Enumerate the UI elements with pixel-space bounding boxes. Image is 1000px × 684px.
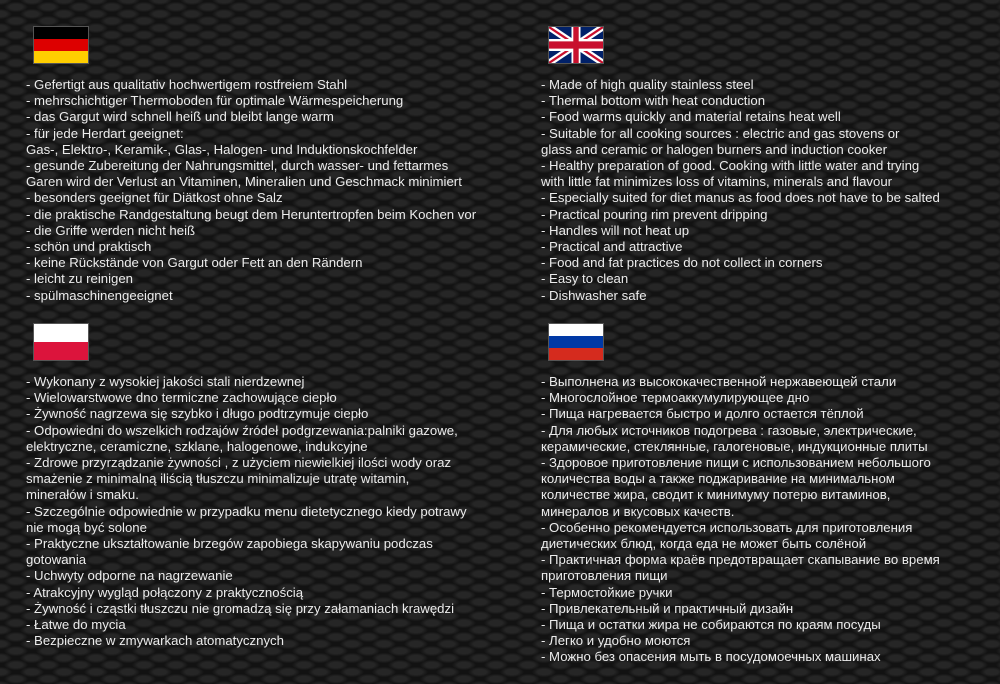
- feature-list-item: - Практичная форма краёв предотвращает скапывание во время: [541, 552, 940, 568]
- feature-list-item: - Dishwasher safe: [541, 287, 647, 303]
- feature-list-item: - Made of high quality stainless steel: [541, 77, 754, 92]
- feature-list-item: - Easy to clean: [541, 271, 629, 287]
- feature-list-item: - Wykonany z wysokiej jakości stali nierdzewnej: [26, 374, 305, 389]
- feature-list-item: - Легко и удобно моются: [541, 633, 691, 649]
- feature-list-item: количества воды а также поджаривание на минимальном: [541, 471, 895, 487]
- feature-list-item: - Wielowarstwowe dno termiczne zachowujące ciepło: [26, 390, 337, 406]
- russian-feature-list: [541, 374, 991, 666]
- feature-list-item: - keine Rückstände von Gargut oder Fett an den Rändern: [26, 255, 363, 271]
- feature-list-item: керамические, стеклянные, галогеновые, индукционные плиты: [541, 438, 928, 454]
- feature-list-item: - besonders geeignet für Diätkost ohne Salz: [26, 190, 283, 206]
- feature-list-item: - Gefertigt aus qualitativ hochwertigem rostfreiem Stahl: [26, 77, 348, 92]
- german-section: [26, 26, 496, 304]
- feature-list-item: - Żywność i cząstki tłuszczu nie gromadzą się przy załamaniach krawędzi: [26, 600, 455, 616]
- feature-list-item: количестве жира, сводит к минимуму потерю витаминов,: [541, 487, 891, 503]
- feature-list-item: - Для любых источников подогрева : газовые, электрические,: [541, 422, 917, 438]
- feature-list-item: - das Gargut wird schnell heiß und bleibt lange warm: [26, 109, 334, 125]
- feature-list-item: glass and ceramic or halogen burners and induction cooker: [541, 141, 888, 157]
- feature-list-item: - Пища нагревается быстро и долго остается тёплой: [541, 406, 864, 422]
- feature-list-item: - Можно без опасения мыть в посудомоечных машинах: [541, 649, 881, 665]
- feature-list-item: elektryczne, ceramiczne, szklane, halogenowe, indukcyjne: [26, 438, 368, 454]
- feature-list-item: Garen wird der Verlust an Vitaminen, Mineralien und Geschmack minimiert: [26, 174, 462, 190]
- feature-list-item: - Especially suited for diet manus as food does not have to be salted: [541, 190, 940, 206]
- feature-list-item: - Atrakcyjny wygląd połączony z praktycznością: [26, 584, 304, 600]
- feature-list-item: - Пища и остатки жира не собираются по краям посуды: [541, 617, 881, 633]
- feature-list-item: - Healthy preparation of good. Cooking with little water and trying: [541, 158, 920, 174]
- english-section: [541, 26, 991, 304]
- feature-list-item: - Food warms quickly and material retains heat well: [541, 109, 841, 125]
- russia-flag-icon: [548, 323, 604, 361]
- feature-list-item: - mehrschichtiger Thermoboden für optimale Wärmespeicherung: [26, 93, 404, 109]
- feature-list-item: минералов и вкусовых качеств.: [541, 503, 735, 519]
- feature-list-item: - Praktyczne ukształtowanie brzegów zapobiega skapywaniu podczas: [26, 536, 433, 552]
- feature-list-item: gotowania: [26, 552, 87, 568]
- feature-list-item: - leicht zu reinigen: [26, 271, 134, 287]
- feature-list-item: - Привлекательный и практичный дизайн: [541, 600, 794, 616]
- feature-list-item: with little fat minimizes loss of vitamins, minerals and flavour: [541, 174, 893, 190]
- feature-list-item: - die praktische Randgestaltung beugt dem Heruntertropfen beim Kochen vor: [26, 206, 477, 222]
- feature-list-item: minerałów i smaku.: [26, 487, 139, 503]
- polish-feature-list: [26, 374, 506, 649]
- english-feature-list: [541, 77, 991, 304]
- feature-list-item: Gas-, Elektro-, Keramik-, Glas-, Halogen- und Induktionskochfelder: [26, 141, 418, 157]
- feature-list-item: - für jede Herdart geeignet:: [26, 125, 184, 141]
- german-feature-list: [26, 77, 496, 304]
- united-kingdom-flag-icon: [548, 26, 604, 64]
- feature-list-item: - Practical pouring rim prevent dripping: [541, 206, 768, 222]
- feature-list-item: - spülmaschinengeeignet: [26, 287, 173, 303]
- feature-list-item: nie mogą być solone: [26, 519, 147, 535]
- poland-flag-icon: [33, 323, 89, 361]
- polish-section: [26, 323, 506, 649]
- feature-list-item: - Practical and attractive: [541, 239, 683, 255]
- feature-list-item: диетических блюд, когда еда не может быть солёной: [541, 536, 867, 552]
- feature-list-item: - die Griffe werden nicht heiß: [26, 222, 196, 238]
- feature-list-item: - Выполнена из высококачественной нержавеющей стали: [541, 374, 897, 389]
- feature-list-item: - Многослойное термоаккумулирующее дно: [541, 390, 810, 406]
- germany-flag-icon: [33, 26, 89, 64]
- feature-list-item: - Термостойкие ручки: [541, 584, 673, 600]
- feature-list-item: - Здоровое приготовление пищи с использованием небольшого: [541, 455, 931, 471]
- russian-section: [541, 323, 991, 666]
- feature-list-item: - Odpowiedni do wszelkich rodzajów źródeł podgrzewania:palniki gazowe,: [26, 422, 458, 438]
- feature-list-item: - Suitable for all cooking sources : electric and gas stovens or: [541, 125, 900, 141]
- feature-list-item: smażenie z minimalną iliścią tłuszczu minimalizuje utratę witamin,: [26, 471, 410, 487]
- feature-list-item: - gesunde Zubereitung der Nahrungsmittel, durch wasser- und fettarmes: [26, 158, 449, 174]
- feature-list-item: - Łatwe do mycia: [26, 617, 126, 633]
- feature-list-item: - Zdrowe przyrządzanie żywności , z użyciem niewielkiej ilości wody oraz: [26, 455, 452, 471]
- feature-list-item: - Handles will not heat up: [541, 222, 690, 238]
- feature-list-item: - Szczególnie odpowiednie w przypadku menu dietetycznego kiedy potrawy: [26, 503, 467, 519]
- feature-list-item: - Żywność nagrzewa się szybko i długo podtrzymuje ciepło: [26, 406, 369, 422]
- feature-list-item: - Особенно рекомендуется использовать для приготовления: [541, 519, 913, 535]
- feature-list-item: - Bezpieczne w zmywarkach atomatycznych: [26, 633, 284, 649]
- feature-list-item: - schön und praktisch: [26, 239, 152, 255]
- feature-list-item: - Thermal bottom with heat conduction: [541, 93, 766, 109]
- feature-list-item: приготовления пищи: [541, 568, 668, 584]
- feature-list-item: - Food and fat practices do not collect in corners: [541, 255, 823, 271]
- feature-list-item: - Uchwyty odporne na nagrzewanie: [26, 568, 233, 584]
